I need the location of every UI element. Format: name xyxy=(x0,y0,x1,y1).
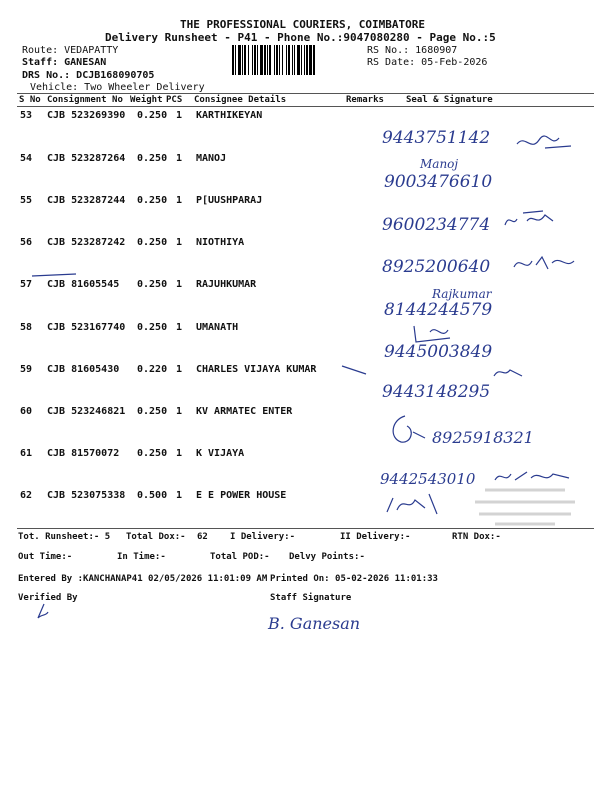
drs-number: DRS No.: DCJB168090705 xyxy=(22,70,155,81)
barcode-bar xyxy=(254,45,256,75)
handwritten-phone: 9600234774 xyxy=(382,215,491,235)
row-pcs: 1 xyxy=(176,322,183,333)
printed-on: Printed On: 05-02-2026 11:01:33 xyxy=(270,574,438,584)
total-runsheet: Tot. Runsheet:- 5 xyxy=(18,532,111,542)
handwritten-name: Manoj xyxy=(420,157,459,171)
row-weight: 0.500 xyxy=(137,490,168,501)
barcode-bar xyxy=(288,45,290,75)
row-consignee: RAJUHKUMAR xyxy=(196,279,257,290)
col-consignee: Consignee Details xyxy=(194,95,287,105)
barcode-bar xyxy=(282,45,283,75)
i-delivery: I Delivery:- xyxy=(230,532,296,542)
row-pcs: 1 xyxy=(176,279,183,290)
row-consignment: CJB 523075338 xyxy=(47,490,126,501)
row-consignee: KARTHIKEYAN xyxy=(196,110,263,121)
row-sno: 61 xyxy=(20,448,33,459)
col-sno: S No xyxy=(19,95,41,105)
col-consignment: Consignment No xyxy=(47,95,123,105)
row-weight: 0.250 xyxy=(137,406,168,417)
signature-mark xyxy=(503,207,563,236)
faded-stamp xyxy=(465,480,585,530)
pen-stroke xyxy=(340,362,370,381)
barcode-bar xyxy=(309,45,312,75)
row-pcs: 1 xyxy=(176,490,183,501)
barcode xyxy=(232,45,362,75)
rtn-dox: RTN Dox:- xyxy=(452,532,501,542)
row-consignment: CJB 81605545 xyxy=(47,279,120,290)
company-name: THE PROFESSIONAL COURIERS, COIMBATORE xyxy=(180,18,426,31)
barcode-bar xyxy=(260,45,263,75)
barcode-bar xyxy=(297,45,300,75)
row-pcs: 1 xyxy=(176,237,183,248)
row-consignee: K VIJAYA xyxy=(196,448,245,459)
barcode-bar xyxy=(257,45,258,75)
col-pcs: PCS xyxy=(166,95,183,105)
row-weight: 0.250 xyxy=(137,279,168,290)
barcode-bar xyxy=(244,45,246,75)
row-sno: 62 xyxy=(20,490,33,501)
total-dox-label: Total Dox:- xyxy=(126,532,186,542)
row-weight: 0.250 xyxy=(137,448,168,459)
barcode-bar xyxy=(304,45,305,75)
row-weight: 0.250 xyxy=(137,110,168,121)
barcode-bar xyxy=(274,45,275,75)
row-sno: 53 xyxy=(20,110,33,121)
row-consignee: P[UUSHPARAJ xyxy=(196,195,263,206)
barcode-bar xyxy=(269,45,271,75)
row-consignment: CJB 81570072 xyxy=(47,448,120,459)
row-sno: 59 xyxy=(20,364,33,375)
row-weight: 0.250 xyxy=(137,195,168,206)
signature-mark xyxy=(515,130,575,159)
row-sno: 57 xyxy=(20,279,33,290)
entered-by: Entered By :KANCHANAP41 02/05/2026 11:01:09 AM xyxy=(18,574,268,584)
row-weight: 0.250 xyxy=(137,153,168,164)
col-remarks: Remarks xyxy=(346,95,384,105)
row-consignment: CJB 523269390 xyxy=(47,110,126,121)
handwritten-phone: 9443148295 xyxy=(382,382,491,402)
rs-date: RS Date: 05-Feb-2026 xyxy=(367,57,488,68)
row-sno: 58 xyxy=(20,322,33,333)
col-weight: Weight xyxy=(130,95,163,105)
row-weight: 0.250 xyxy=(137,322,168,333)
runsheet-title: Delivery Runsheet - P41 - Phone No.:9047080280 - Page No.:5 xyxy=(105,31,496,44)
total-dox-value: 62 xyxy=(197,532,208,542)
barcode-bar xyxy=(286,45,287,75)
barcode-bar xyxy=(313,45,315,75)
row-pcs: 1 xyxy=(176,110,183,121)
barcode-bar xyxy=(238,45,241,75)
barcode-bar xyxy=(248,45,249,75)
rs-number: RS No.: 1680907 xyxy=(367,45,458,56)
row-consignee: CHARLES VIJAYA KUMAR xyxy=(196,364,317,375)
handwritten-phone: 9003476610 xyxy=(384,172,493,192)
row-consignee: UMANATH xyxy=(196,322,239,333)
row-consignment: CJB 523287244 xyxy=(47,195,126,206)
barcode-bar xyxy=(276,45,278,75)
row-pcs: 1 xyxy=(176,406,183,417)
out-time: Out Time:- xyxy=(18,552,73,562)
row-pcs: 1 xyxy=(176,364,183,375)
handwritten-phone: 8925918321 xyxy=(432,428,534,447)
barcode-bar xyxy=(267,45,268,75)
vehicle-label: Vehicle: Two Wheeler Delivery xyxy=(30,82,205,93)
row-weight: 0.220 xyxy=(137,364,168,375)
row-consignment: CJB 523246821 xyxy=(47,406,126,417)
row-pcs: 1 xyxy=(176,153,183,164)
signature-mark xyxy=(492,362,532,386)
pen-stroke xyxy=(30,265,80,284)
row-pcs: 1 xyxy=(176,195,183,206)
signature-mark xyxy=(512,251,582,280)
handwritten-phone: 9445003849 xyxy=(384,342,493,362)
signature-mark xyxy=(385,412,430,451)
barcode-bar xyxy=(292,45,293,75)
barcode-bar xyxy=(242,45,243,75)
barcode-bar xyxy=(279,45,280,75)
row-sno: 60 xyxy=(20,406,33,417)
row-consignment: CJB 81605430 xyxy=(47,364,120,375)
row-consignment: CJB 523287264 xyxy=(47,153,126,164)
total-pod: Total POD:- xyxy=(210,552,270,562)
verified-by: Verified By xyxy=(18,593,78,603)
handwritten-phone: 9443751142 xyxy=(382,128,491,148)
row-consignee: E E POWER HOUSE xyxy=(196,490,287,501)
barcode-bar xyxy=(264,45,266,75)
row-consignee: NIOTHIYA xyxy=(196,237,245,248)
staff-label: Staff: GANESAN xyxy=(22,57,107,68)
barcode-bar xyxy=(306,45,308,75)
col-seal: Seal & Signature xyxy=(406,95,493,105)
handwritten-phone: 8925200640 xyxy=(382,257,491,277)
row-consignee: KV ARMATEC ENTER xyxy=(196,406,293,417)
barcode-bar xyxy=(294,45,295,75)
row-sno: 55 xyxy=(20,195,33,206)
barcode-bar xyxy=(235,45,236,75)
barcode-bar xyxy=(252,45,253,75)
row-pcs: 1 xyxy=(176,448,183,459)
handwritten-phone: 9442543010 xyxy=(380,470,476,488)
row-consignee: MANOJ xyxy=(196,153,227,164)
barcode-bar xyxy=(301,45,302,75)
row-consignment: CJB 523287242 xyxy=(47,237,126,248)
row-sno: 56 xyxy=(20,237,33,248)
row-consignment: CJB 523167740 xyxy=(47,322,126,333)
signature-mark xyxy=(385,490,445,524)
in-time: In Time:- xyxy=(117,552,166,562)
row-sno: 54 xyxy=(20,153,33,164)
staff-signature: B. Ganesan xyxy=(268,614,361,633)
staff-signature-label: Staff Signature xyxy=(270,593,352,603)
verifier-signature xyxy=(32,602,52,626)
handwritten-phone: 8144244579 xyxy=(384,300,493,320)
row-weight: 0.250 xyxy=(137,237,168,248)
delvy-points: Delvy Points:- xyxy=(289,552,365,562)
route-label: Route: VEDAPATTY xyxy=(22,45,119,56)
handwritten-name: Rajkumar xyxy=(432,287,492,301)
barcode-bar xyxy=(232,45,234,75)
ii-delivery: II Delivery:- xyxy=(340,532,411,542)
